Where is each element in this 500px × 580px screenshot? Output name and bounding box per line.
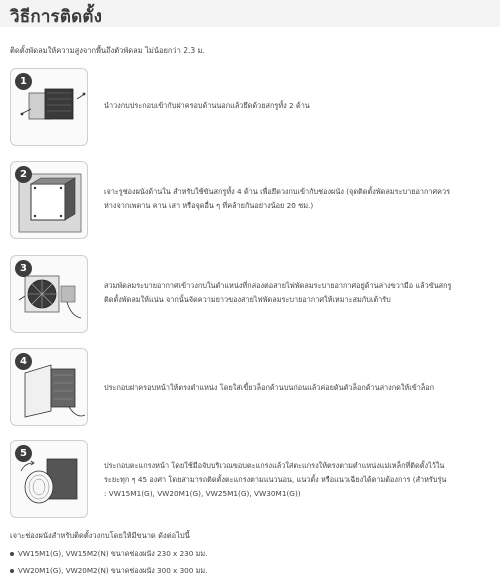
list-item-text: VW20M1(G), VW20M2(N) ขนาดช่องผนัง 300 x 300 มม. bbox=[18, 566, 208, 575]
step-4-illustration bbox=[10, 348, 88, 426]
step-1-line-1: นำวงกบประกอบเข้ากับฝาครอบด้านนอกแล้วยึดด้วยสกรูทั้ง 2 ด้าน bbox=[104, 101, 310, 110]
step-number: 1 bbox=[15, 73, 32, 90]
step-number: 2 bbox=[15, 166, 32, 183]
step-2-text bbox=[104, 185, 488, 213]
step-5-line-1: ประกอบตะแกรงหน้า โดยใช้มือจับบริเวณขอบตะแกรงแล้วใส่ตะแกรงให้ตรงตามตำแหน่งแม่เหล็กที่ติดตั้งไว้ใน bbox=[104, 461, 445, 470]
step-3-line-1: สวมพัดลมระบายอากาศเข้าวงกบในตำแหน่งที่กล่องต่อสายไฟพัดลมระบายอากาศอยู่ด้านล่างขวามือ แล้วขันสกรู bbox=[104, 281, 452, 290]
step-5-text bbox=[104, 459, 488, 501]
step-1-illustration bbox=[10, 68, 88, 146]
wall-opening-size-list bbox=[10, 545, 207, 579]
list-item-text: VW15M1(G), VW15M2(N) ขนาดช่องผนัง 230 x 230 มม. bbox=[18, 549, 208, 558]
step-3-line-2: ติดตั้งพัดลมให้แน่น จากนั้นจัดความยาวของสายไฟพัดลมระบายอากาศให้เหมาะสมกับเต้ารับ bbox=[104, 295, 391, 304]
bullet-icon bbox=[10, 569, 14, 573]
step-5-line-2: ระยะทุก ๆ 45 องศา โดยสามารถติดตั้งตะแกรงตามแนวนอน, แนวตั้ง หรือแนวเฉียงได้ตามต้องการ (สำหรับรุ่น bbox=[104, 475, 447, 484]
bullet-icon bbox=[10, 552, 14, 556]
step-1-text bbox=[104, 99, 488, 113]
step-3-illustration bbox=[10, 255, 88, 333]
step-4-text bbox=[104, 381, 488, 395]
list-item bbox=[10, 562, 207, 579]
wall-opening-size-title: เจาะช่องผนังสำหรับติดตั้งวงกบโดยให้มีขนาด ดังต่อไปนี้ bbox=[10, 531, 190, 540]
page-header bbox=[0, 0, 500, 27]
step-number: 5 bbox=[15, 445, 32, 462]
step-2-line-1: เจาะรูช่องผนังด้านใน สำหรับใช้ขันสกรูทั้ง 4 ด้าน เพื่อยึดวงกบเข้ากับช่องผนัง (จุดติดตั้งพัดลมระบายอากาศควร bbox=[104, 187, 451, 196]
list-item bbox=[10, 545, 207, 562]
step-2-illustration bbox=[10, 161, 88, 239]
step-number: 3 bbox=[15, 260, 32, 277]
step-5-line-3: : VW15M1(G), VW20M1(G), VW25M1(G), VW30M1(G)) bbox=[104, 489, 301, 498]
intro-text: ติดตั้งพัดลมให้ความสูงจากพื้นถึงตัวพัดลม ไม่น้อยกว่า 2.3 ม. bbox=[10, 46, 205, 55]
step-4-line-1: ประกอบฝาครอบหน้าให้ตรงตำแหน่ง โดยใส่เขี้ยวล็อกด้านบนก่อนแล้วค่อยดันตัวล็อกด้านล่างกดให้เข้าล็อก bbox=[104, 383, 435, 392]
step-5-illustration bbox=[10, 440, 88, 518]
step-number: 4 bbox=[15, 353, 32, 370]
step-3-text bbox=[104, 279, 488, 307]
step-2-line-2: ห่างจากเพดาน คาน เสา หรือจุดอื่น ๆ ที่คล้ายกันอย่างน้อย 20 ซม.) bbox=[104, 201, 314, 210]
page-title: วิธีการติดตั้ง bbox=[10, 7, 103, 27]
